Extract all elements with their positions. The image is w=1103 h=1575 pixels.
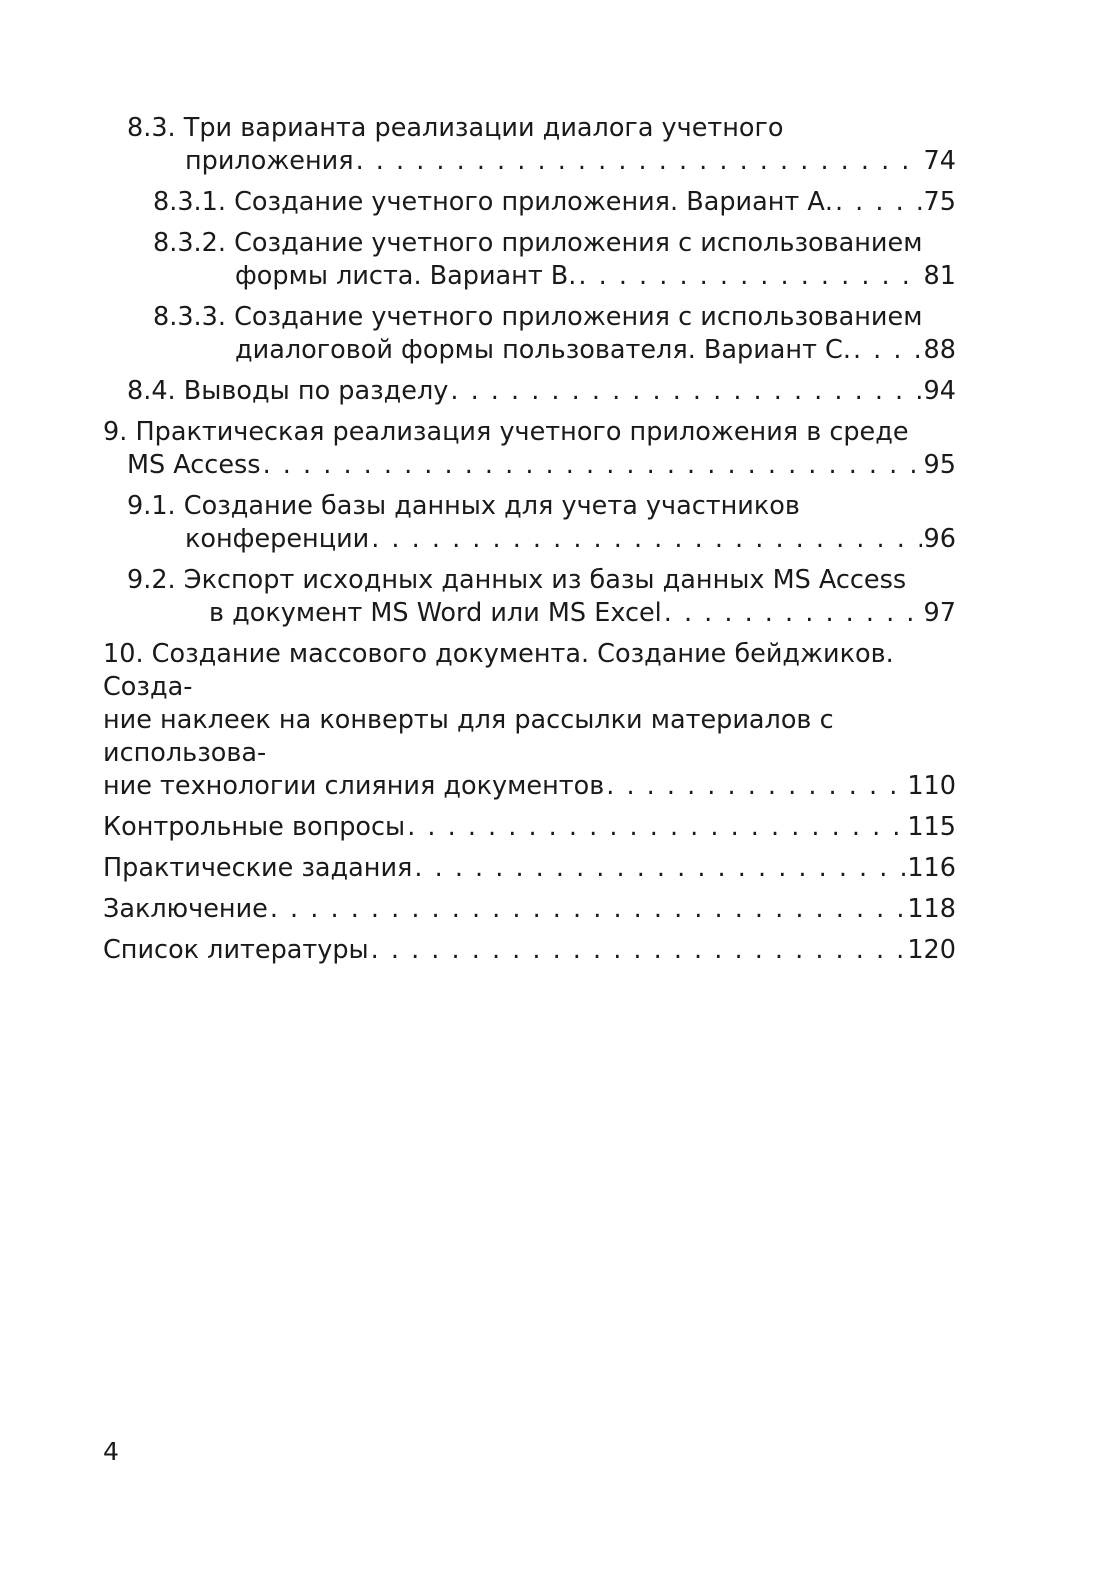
dot-leader [371,523,921,556]
toc-entry-title: Контрольные вопросы [103,812,406,842]
toc-entry-page: 75 [923,187,956,217]
page-number: 4 [103,1437,119,1466]
toc-entry-title-cont: конференции [185,524,370,554]
toc-entry-title: Заключение [103,894,268,924]
dot-leader [414,852,905,885]
toc-entry[interactable] [103,112,956,178]
toc-entry-title: Создание учетного приложения с использованием [234,228,923,258]
dot-leader [606,770,905,803]
toc-entry-title: Практическая реализация учетного приложения в среде [135,417,909,447]
toc-entry-title-cont: диалоговой формы пользователя. Вариант С. [235,335,851,365]
toc-entry-title-cont: MS Access [127,450,261,480]
dot-leader [578,260,921,293]
dot-leader [407,811,905,844]
toc-entry-number: 8.3. [127,113,176,143]
toc-entry-number: 10. [103,639,144,669]
toc-entry[interactable] [103,893,956,926]
toc-entry[interactable] [103,934,956,967]
toc-entry[interactable] [103,811,956,844]
toc-entry-title-cont: формы листа. Вариант В. [235,261,577,291]
toc-entry-title: Список литературы [103,935,369,965]
toc-entry-page: 96 [923,524,956,554]
toc-entry-title: Создание учетного приложения с использованием [234,302,923,332]
toc-entry-page: 120 [907,935,956,965]
dot-leader [356,145,922,178]
dot-leader [371,934,906,967]
toc-entry-page: 88 [923,335,956,365]
toc-entry[interactable] [103,564,956,630]
toc-entry-title-cont: ние технологии слияния документов [103,771,605,801]
toc-entry-title: Создание учетного приложения. Вариант А. [234,187,833,217]
toc-entry[interactable] [103,638,956,803]
toc-entry-title: Практические задания [103,853,413,883]
toc-entry-number: 9.1. [127,491,176,521]
toc-entry-page: 94 [923,376,956,406]
toc-entry-title-cont: ние наклеек на конверты для рассылки материалов с использова- [103,705,834,768]
toc-entry-title-cont: в документ MS Word или MS Excel [209,598,662,628]
toc-entry[interactable] [103,301,956,367]
toc-entry-page: 74 [923,146,956,176]
dot-leader [853,334,922,367]
toc-entry-number: 9.2. [127,565,176,595]
toc-entry-page: 95 [923,450,956,480]
dot-leader [263,449,922,482]
toc-entry-number: 8.4. [127,376,176,406]
toc-entry[interactable] [103,375,956,408]
table-of-contents [103,112,956,967]
toc-entry-page: 81 [923,261,956,291]
toc-entry-title: Выводы по разделу [183,376,449,406]
toc-entry-number: 9. [103,417,128,447]
toc-entry-title: Создание базы данных для учета участников [183,491,800,521]
toc-entry-page: 97 [923,598,956,628]
toc-entry-page: 118 [907,894,956,924]
dot-leader [270,893,905,926]
toc-entry[interactable] [103,852,956,885]
toc-entry-number: 8.3.2. [153,228,226,258]
toc-entry-page: 115 [907,812,956,842]
toc-entry-page: 110 [907,771,956,801]
toc-entry[interactable] [103,490,956,556]
dot-leader [450,375,921,408]
toc-entry-page: 116 [907,853,956,883]
toc-entry[interactable] [103,416,956,482]
toc-entry-title: Три варианта реализации диалога учетного [183,113,784,143]
toc-entry-title: Экспорт исходных данных из базы данных MS Access [183,565,907,595]
toc-entry[interactable] [103,227,956,293]
toc-entry-number: 8.3.3. [153,302,226,332]
toc-entry-title-cont: приложения [185,146,354,176]
toc-entry-number: 8.3.1. [153,187,226,217]
toc-entry[interactable] [103,186,956,219]
toc-entry-title: Создание массового документа. Создание бейджиков. Созда- [103,639,894,702]
dot-leader [835,186,922,219]
dot-leader [664,597,922,630]
